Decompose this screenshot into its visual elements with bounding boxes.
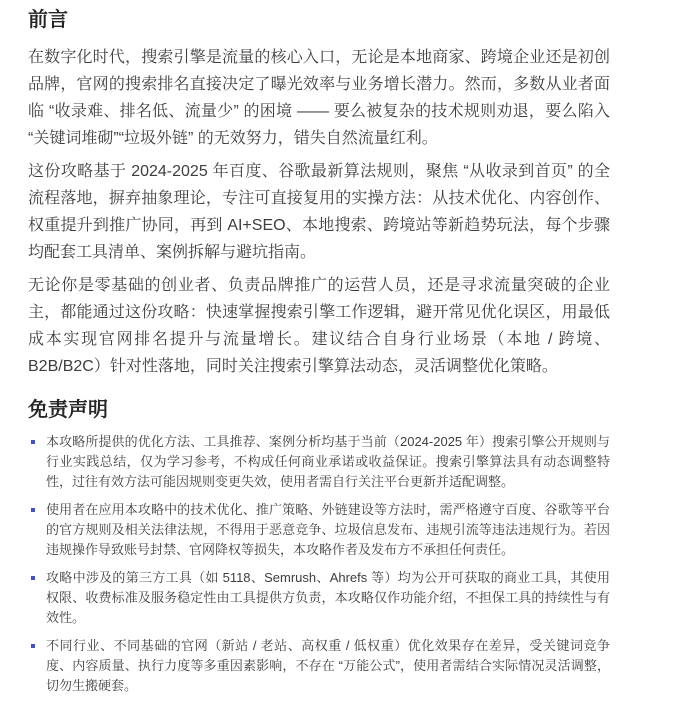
- disclaimer-item-text: 不同行业、不同基础的官网（新站 / 老站、高权重 / 低权重）优化效果存在差异，受关键词竞争度、内容质量、执行力度等多重因素影响，不存在 “万能公式”，使用者需结合实际情况灵活调整，切勿生搬硬套。: [46, 638, 610, 693]
- disclaimer-item-3: [28, 568, 610, 628]
- bullet-square-icon: [31, 576, 35, 580]
- bullet-square-icon: [31, 508, 35, 512]
- disclaimer-list: [28, 432, 610, 696]
- section-heading-disclaimer: 免责声明: [28, 399, 108, 421]
- disclaimer-item-text: 本攻略所提供的优化方法、工具推荐、案例分析均基于当前（2024-2025 年）搜索引擎公开规则与行业实践总结，仅为学习参考，不构成任何商业承诺或收益保证。搜索引擎算法具有动态调整特性，过往有效方法可能因规则变更失效，使用者需自行关注平台更新并适配调整。: [46, 434, 610, 489]
- section-heading-preface: 前言: [28, 9, 68, 31]
- disclaimer-item-1: [28, 432, 610, 492]
- disclaimer-item-4: [28, 636, 610, 696]
- disclaimer-item-2: [28, 500, 610, 560]
- preface-paragraph-2: 这份攻略基于 2024-2025 年百度、谷歌最新算法规则，聚焦 “从收录到首页” 的全流程落地，摒弃抽象理论，专注可直接复用的实操方法：从技术优化、内容创作、权重提升到推广协同，再到 AI+SEO、本地搜索、跨境站等新趋势玩法，每个步骤均配套工具清单、案例拆解与避坑指南。: [28, 163, 610, 261]
- disclaimer-item-text: 使用者在应用本攻略中的技术优化、推广策略、外链建设等方法时，需严格遵守百度、谷歌等平台的官方规则及相关法律法规，不得用于恶意竞争、垃圾信息发布、违规引流等违法违规行为。若因违规操作导致账号封禁、官网降权等损失，本攻略作者及发布方不承担任何责任。: [46, 502, 610, 557]
- disclaimer-item-text: 攻略中涉及的第三方工具（如 5118、Semrush、Ahrefs 等）均为公开可获取的商业工具，其使用权限、收费标准及服务稳定性由工具提供方负责，本攻略仅作功能介绍，不担保工具的持续性与有效性。: [46, 570, 610, 625]
- preface-paragraph-3: 无论你是零基础的创业者、负责品牌推广的运营人员，还是寻求流量突破的企业主，都能通过这份攻略：快速掌握搜索引擎工作逻辑，避开常见优化误区，用最低成本实现官网排名提升与流量增长。建议结合自身行业场景（本地 / 跨境、B2B/B2C）针对性落地，同时关注搜索引擎算法动态，灵活调整优化策略。: [28, 277, 610, 375]
- bullet-square-icon: [31, 440, 35, 444]
- preface-paragraph-1: 在数字化时代，搜索引擎是流量的核心入口，无论是本地商家、跨境企业还是初创品牌，官网的搜索排名直接决定了曝光效率与业务增长潜力。然而，多数从业者面临 “收录难、排名低、流量少” 的困境 —— 要么被复杂的技术规则劝退，要么陷入 “关键词堆砌”“垃圾外链” 的无效努力，错失自然流量红利。: [28, 49, 610, 147]
- bullet-square-icon: [31, 644, 35, 648]
